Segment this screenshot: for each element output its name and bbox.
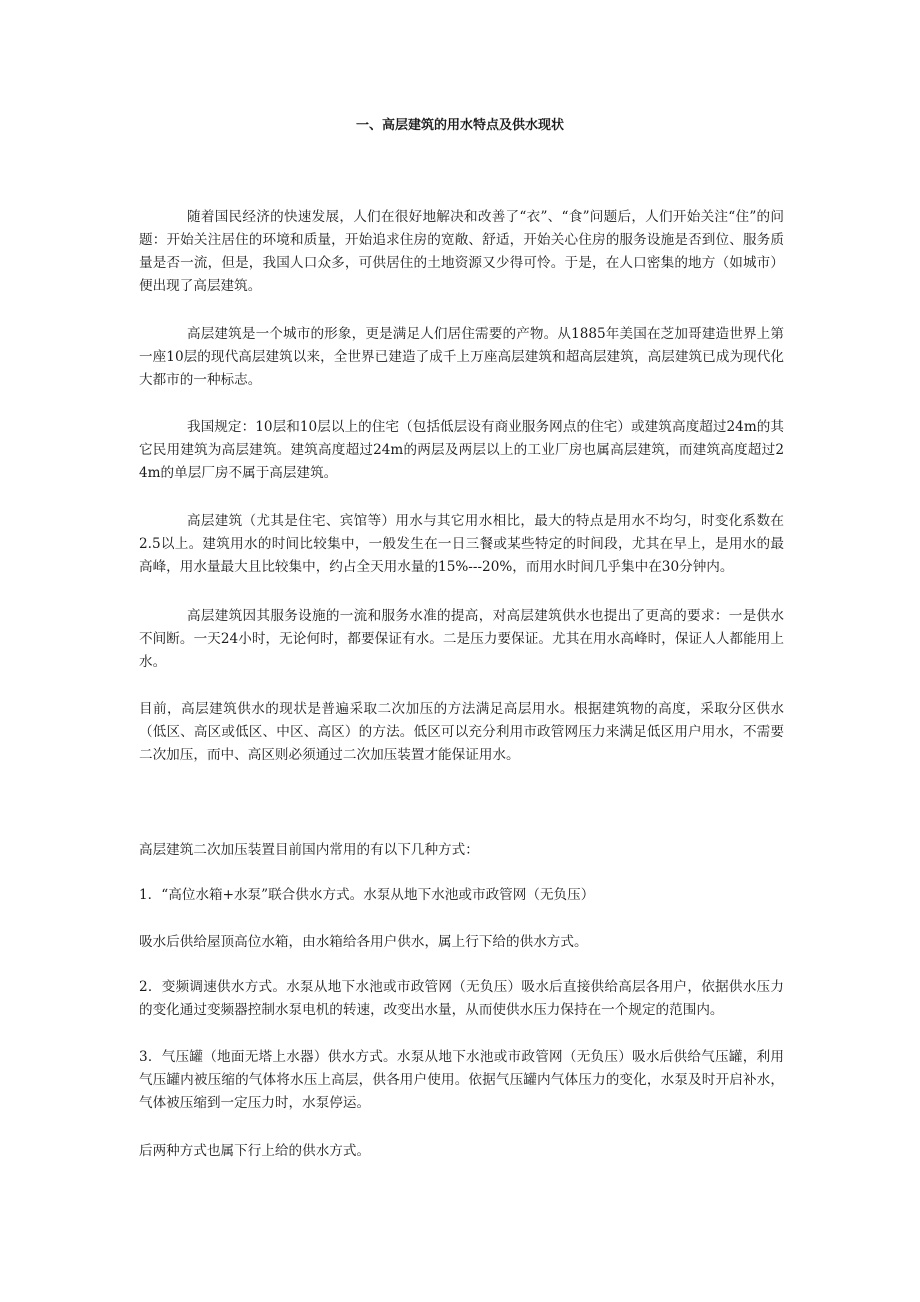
paragraph-12: 后两种方式也属下行上给的供水方式。 [139,1143,371,1159]
paragraph-9: 吸水后供给屋顶高位水箱，由水箱给各用户供水，属上行下给的供水方式。 [139,934,588,950]
paragraph-1: 随着国民经济的快速发展，人们在很好地解决和改善了“衣”、“食”问题后，人们开始关注“住”的问题：开始关注居住的环境和质量，开始追求住房的宽敞、舒适，开始关心住房的服务设施是否到位、服务质量是否一流，但是，我国人口众多，可供居住的土地资源又少得可怜。于是，在人口密集的地方（如城市）便出现了高层建筑。 [139,209,784,294]
paragraph-7: 高层建筑二次加压装置目前国内常用的有以下几种方式： [139,842,479,858]
paragraph-10: 2．变频调速供水方式。水泵从地下水池或市政管网（无负压）吸水后直接供给高层各用户，依据供水压力的变化通过变频器控制水泵电机的转速，改变出水量，从而使供水压力保持在一个规定的范围内。 [139,979,784,1018]
paragraph-8: 1．“高位水箱+水泵”联合供水方式。水泵从地下水池或市政管网（无负压） [139,887,595,903]
paragraph-11: 3．气压罐（地面无塔上水器）供水方式。水泵从地下水池或市政管网（无负压）吸水后供给气压罐，利用气压罐内被压缩的气体将水压上高层，供各用户使用。依据气压罐内气体压力的变化，水泵及时开启补水，气体被压缩到一定压力时，水泵停运。 [139,1049,784,1111]
paragraph-2: 高层建筑是一个城市的形象，更是满足人们居住需要的产物。从1885年美国在芝加哥建造世界上第一座10层的现代高层建筑以来，全世界已建造了成千上万座高层建筑和超高层建筑，高层建筑已成为现代化大都市的一种标志。 [139,326,784,388]
paragraph-4: 高层建筑（尤其是住宅、宾馆等）用水与其它用水相比，最大的特点是用水不均匀，时变化系数在2.5以上。建筑用水的时间比较集中，一般发生在一日三餐或某些特定的时间段，尤其在早上，是用水的最高峰，用水量最大且比较集中，约占全天用水量的15%---20%，而用水时间几乎集中在30分钟内。 [139,513,784,575]
document-title: 一、高层建筑的用水特点及供水现状 [355,118,564,133]
paragraph-6: 目前，高层建筑供水的现状是普遍采取二次加压的方法满足高层用水。根据建筑物的高度，采取分区供水（低区、高区或低区、中区、高区）的方法。低区可以充分利用市政管网压力来满足低区用户用水，不需要二次加压，而中、高区则必须通过二次加压装置才能保证用水。 [139,701,784,763]
paragraph-3: 我国规定：10层和10层以上的住宅（包括低层设有商业服务网点的住宅）或建筑高度超过24m的其它民用建筑为高层建筑。建筑高度超过24m的两层及两层以上的工业厂房也属高层建筑，而建筑高度超过24m的单层厂房不属于高层建筑。 [139,419,784,481]
paragraph-5: 高层建筑因其服务设施的一流和服务水准的提高，对高层建筑供水也提出了更高的要求：一是供水不间断。一天24小时，无论何时，都要保证有水。二是压力要保证。尤其在用水高峰时，保证人人都能用上水。 [139,608,784,670]
